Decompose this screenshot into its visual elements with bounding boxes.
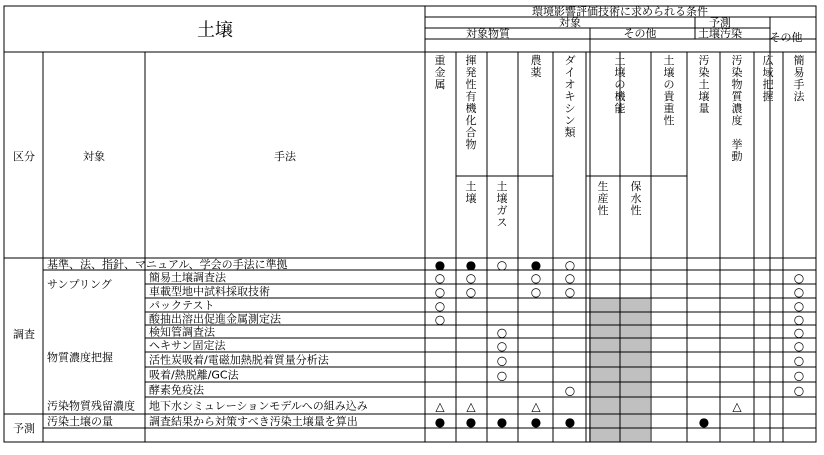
svg-text:水: 水: [630, 192, 642, 205]
mark-symbol: ○: [496, 325, 508, 340]
svg-text:汚: 汚: [731, 54, 743, 67]
svg-text:壌: 壌: [698, 90, 710, 103]
mark-symbol: ○: [434, 312, 446, 327]
svg-text:土: 土: [698, 78, 710, 91]
mark-symbol: ●: [434, 258, 446, 272]
svg-text:生: 生: [597, 180, 609, 193]
mark-symbol: ○: [564, 271, 576, 285]
svg-text:法: 法: [793, 90, 805, 103]
section-prediction: 予測: [13, 422, 35, 435]
row-method: 車載型地中試料採取技術: [149, 285, 270, 298]
mark-symbol: ○: [793, 299, 805, 313]
mark-symbol: ○: [496, 258, 508, 272]
svg-text:壌: 壌: [663, 66, 675, 79]
header-prediction: 予測: [709, 16, 731, 29]
svg-text:機: 機: [614, 90, 626, 103]
mark-symbol: ○: [793, 285, 805, 299]
svg-text:広: 広: [762, 54, 774, 67]
svg-text:易: 易: [793, 66, 805, 79]
svg-text:挙: 挙: [731, 138, 743, 151]
svg-text:染: 染: [698, 66, 710, 79]
mark-symbol: ○: [496, 353, 508, 368]
mark-symbol: △: [466, 399, 476, 414]
mark-symbol: ●: [434, 415, 446, 429]
row-method: 調査結果から対策すべき汚染土壌量を算出: [149, 415, 358, 428]
mark-symbol: ●: [530, 258, 542, 272]
table-title: 土壌: [197, 20, 233, 41]
svg-text:物: 物: [731, 78, 743, 91]
mark-symbol: ○: [496, 368, 508, 383]
mark-symbol: ○: [434, 285, 446, 299]
mark-symbol: ○: [465, 285, 477, 299]
header-production: [598, 179, 609, 217]
svg-text:性: 性: [663, 114, 675, 127]
mark-symbol: ○: [793, 312, 805, 327]
mark-symbol: ○: [434, 271, 446, 285]
header-voc-soil: [466, 179, 477, 205]
svg-text:壌: 壌: [465, 192, 477, 205]
svg-text:壌: 壌: [614, 66, 626, 79]
header-target-substance: 対象物質: [466, 27, 510, 40]
svg-text:性: 性: [597, 204, 609, 217]
svg-text:染: 染: [731, 66, 743, 79]
mark-symbol: ○: [564, 258, 576, 272]
svg-text:ガ: ガ: [496, 204, 508, 217]
svg-text:域: 域: [762, 66, 774, 79]
svg-text:産: 産: [597, 192, 609, 205]
svg-text:濃: 濃: [731, 102, 743, 115]
mark-symbol: ○: [530, 285, 542, 299]
header-other: その他: [623, 27, 657, 40]
row-method: 酸抽出溶出促進金属測定法: [149, 312, 281, 326]
section-survey: 調査: [13, 328, 35, 341]
svg-text:握: 握: [762, 90, 774, 103]
row-target: 汚染物質残留濃度: [47, 399, 135, 413]
header-soil-contamination: 土壌汚染: [698, 27, 742, 40]
mark-symbol: ○: [564, 383, 576, 398]
mark-symbol: ○: [465, 271, 477, 285]
header-other2: その他: [769, 31, 803, 44]
svg-text:ン: ン: [564, 114, 576, 127]
header-pesticide: [531, 53, 542, 79]
mark-symbol: ●: [698, 415, 710, 429]
row-method: 検知管調査法: [149, 325, 215, 339]
mark-symbol: △: [531, 399, 541, 414]
svg-text:属: 属: [434, 78, 446, 91]
header-wide-area: [763, 54, 774, 103]
svg-text:度: 度: [731, 114, 743, 127]
svg-text:揮: 揮: [465, 54, 477, 67]
svg-text:機: 機: [465, 102, 477, 115]
svg-text:オ: オ: [564, 78, 576, 91]
header-shuho: 手法: [274, 150, 296, 163]
svg-text:性: 性: [630, 204, 642, 217]
mark-symbol: ○: [793, 271, 805, 285]
group-sampling: サンプリング: [47, 278, 112, 291]
header-concentration: [732, 54, 744, 127]
svg-text:シ: シ: [564, 102, 576, 115]
mark-symbol: △: [435, 399, 445, 414]
header-voc: [466, 53, 478, 151]
svg-text:重: 重: [663, 102, 675, 115]
header-voc-gas: [497, 179, 508, 229]
svg-text:動: 動: [731, 150, 743, 163]
svg-text:薬: 薬: [530, 66, 542, 79]
row-method: 酵素免疫法: [149, 383, 204, 397]
svg-text:汚: 汚: [698, 54, 710, 67]
svg-text:能: 能: [614, 102, 626, 115]
mark-symbol: ○: [434, 299, 446, 313]
mark-symbol: ○: [496, 339, 508, 353]
svg-text:質: 質: [731, 90, 743, 103]
svg-text:土: 土: [663, 54, 675, 67]
svg-text:土: 土: [465, 180, 477, 193]
row-method: 地下水シミュレーションモデルへの組み込み: [149, 399, 368, 413]
svg-text:簡: 簡: [793, 54, 805, 67]
svg-text:の: の: [614, 78, 626, 91]
header-preciousness: [664, 53, 676, 127]
row-target: 基準、法、指針、マニュアル、学会の手法に準拠: [47, 258, 288, 271]
row-method: 簡易土壌調査法: [149, 271, 226, 284]
group-concentration: 物質濃度把握: [47, 351, 113, 364]
header-contaminated-amount: [699, 54, 710, 115]
svg-text:イ: イ: [564, 66, 576, 79]
svg-text:土: 土: [614, 54, 626, 67]
header-taisho: 対象: [83, 150, 105, 163]
svg-text:貴: 貴: [663, 90, 675, 103]
mark-symbol: ○: [793, 353, 805, 368]
row-target: 汚染土壌の量: [47, 415, 113, 428]
row-method: 活性炭吸着/電磁加熱脱着質量分析法: [149, 353, 329, 367]
mark-symbol: ○: [793, 339, 805, 353]
mark-symbol: ○: [793, 325, 805, 340]
header-conditions: 環境影響評価技術に求められる条件: [532, 5, 708, 18]
mark-symbol: ○: [564, 285, 576, 299]
mark-symbol: ○: [793, 368, 805, 383]
svg-text:量: 量: [698, 102, 710, 115]
svg-text:化: 化: [465, 114, 477, 127]
svg-text:ダ: ダ: [564, 54, 576, 67]
svg-text:キ: キ: [564, 90, 576, 103]
svg-text:ス: ス: [496, 216, 508, 229]
header-water-retention: [631, 179, 642, 217]
svg-text:壌: 壌: [496, 192, 508, 205]
row-method: パックテスト: [149, 299, 215, 312]
svg-text:農: 農: [530, 54, 542, 67]
mark-symbol: ●: [530, 415, 542, 429]
svg-text:土: 土: [496, 180, 508, 193]
row-method: ヘキサン固定法: [149, 339, 226, 352]
header-kubun: 区分: [13, 150, 35, 163]
svg-text:保: 保: [630, 180, 642, 193]
row-method: 吸着/熱脱離/GC法: [149, 368, 239, 382]
svg-text:発: 発: [465, 66, 477, 79]
header-soil-function: [615, 53, 627, 115]
mark-symbol: ●: [564, 415, 576, 429]
header-heavy-metal: [435, 53, 446, 91]
header-simple-method: [794, 53, 806, 103]
svg-text:把: 把: [762, 78, 774, 91]
mark-symbol: ●: [465, 415, 477, 429]
svg-text:手: 手: [793, 78, 805, 91]
svg-text:の: の: [663, 78, 675, 91]
header-target: 対象: [559, 16, 581, 29]
svg-text:類: 類: [564, 126, 576, 139]
mark-symbol: △: [732, 399, 742, 414]
mark-symbol: ○: [530, 271, 542, 285]
table-border: [4, 6, 816, 442]
header-behavior: [732, 137, 743, 163]
svg-text:有: 有: [465, 90, 477, 103]
svg-text:合: 合: [465, 126, 477, 139]
svg-text:重: 重: [434, 54, 446, 67]
mark-symbol: ●: [496, 415, 508, 429]
svg-text:金: 金: [434, 66, 446, 79]
mark-symbol: ●: [465, 258, 477, 272]
svg-text:物: 物: [465, 138, 477, 151]
header-dioxin: [565, 54, 576, 139]
svg-text:性: 性: [465, 78, 477, 91]
mark-symbol: ○: [793, 383, 805, 398]
